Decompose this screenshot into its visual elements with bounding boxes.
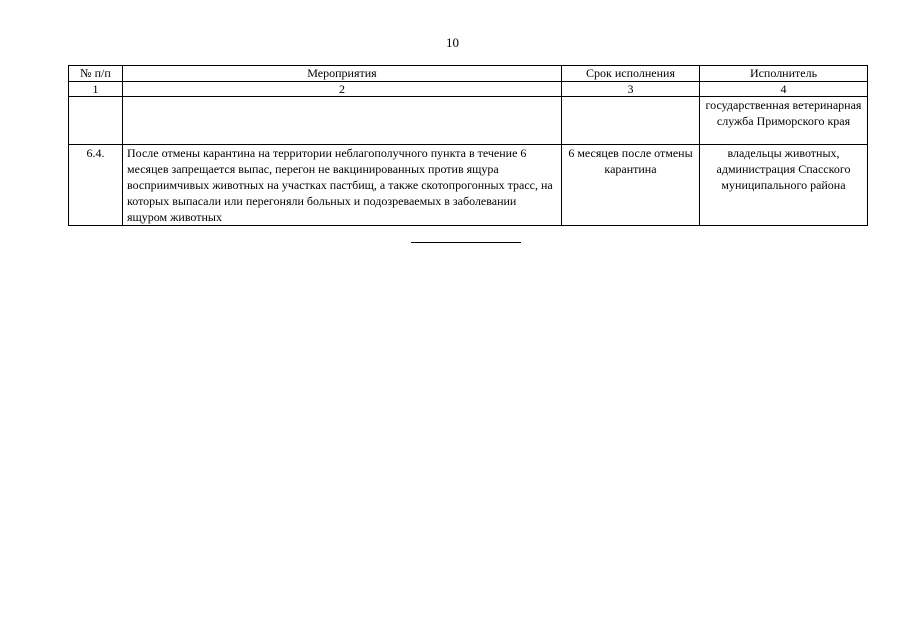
- row-num: [69, 97, 123, 145]
- measures-table: [68, 65, 868, 226]
- header-deadline: Срок исполнения: [562, 66, 700, 82]
- table-header-row: [69, 66, 868, 82]
- header-num: № п/п: [69, 66, 123, 82]
- row-executor: государственная ветеринарная служба Приморского края: [700, 97, 868, 145]
- row-num: 6.4.: [69, 145, 123, 226]
- column-number: 1: [69, 82, 123, 97]
- header-action: Мероприятия: [123, 66, 562, 82]
- column-number-row: [69, 82, 868, 97]
- column-number: 3: [562, 82, 700, 97]
- table-row: [69, 97, 868, 145]
- row-deadline: [562, 97, 700, 145]
- end-of-document-rule: [411, 242, 521, 243]
- row-deadline: 6 месяцев после отмены карантина: [562, 145, 700, 226]
- table-row: [69, 145, 868, 226]
- row-action: После отмены карантина на территории неблагополучного пункта в течение 6 месяцев запрещается выпас, перегон не вакцинированных против ящура восприимчивых животных на участках пастбищ, а также скотопрогонных трасс, на которых выпасали или перегоняли больных и подозреваемых в заболевании ящуром животных: [123, 145, 562, 226]
- column-number: 2: [123, 82, 562, 97]
- header-executor: Исполнитель: [700, 66, 868, 82]
- row-action: [123, 97, 562, 145]
- page-number: 10: [446, 35, 459, 50]
- column-number: 4: [700, 82, 868, 97]
- row-executor: владельцы животных, администрация Спасского муниципального района: [700, 145, 868, 226]
